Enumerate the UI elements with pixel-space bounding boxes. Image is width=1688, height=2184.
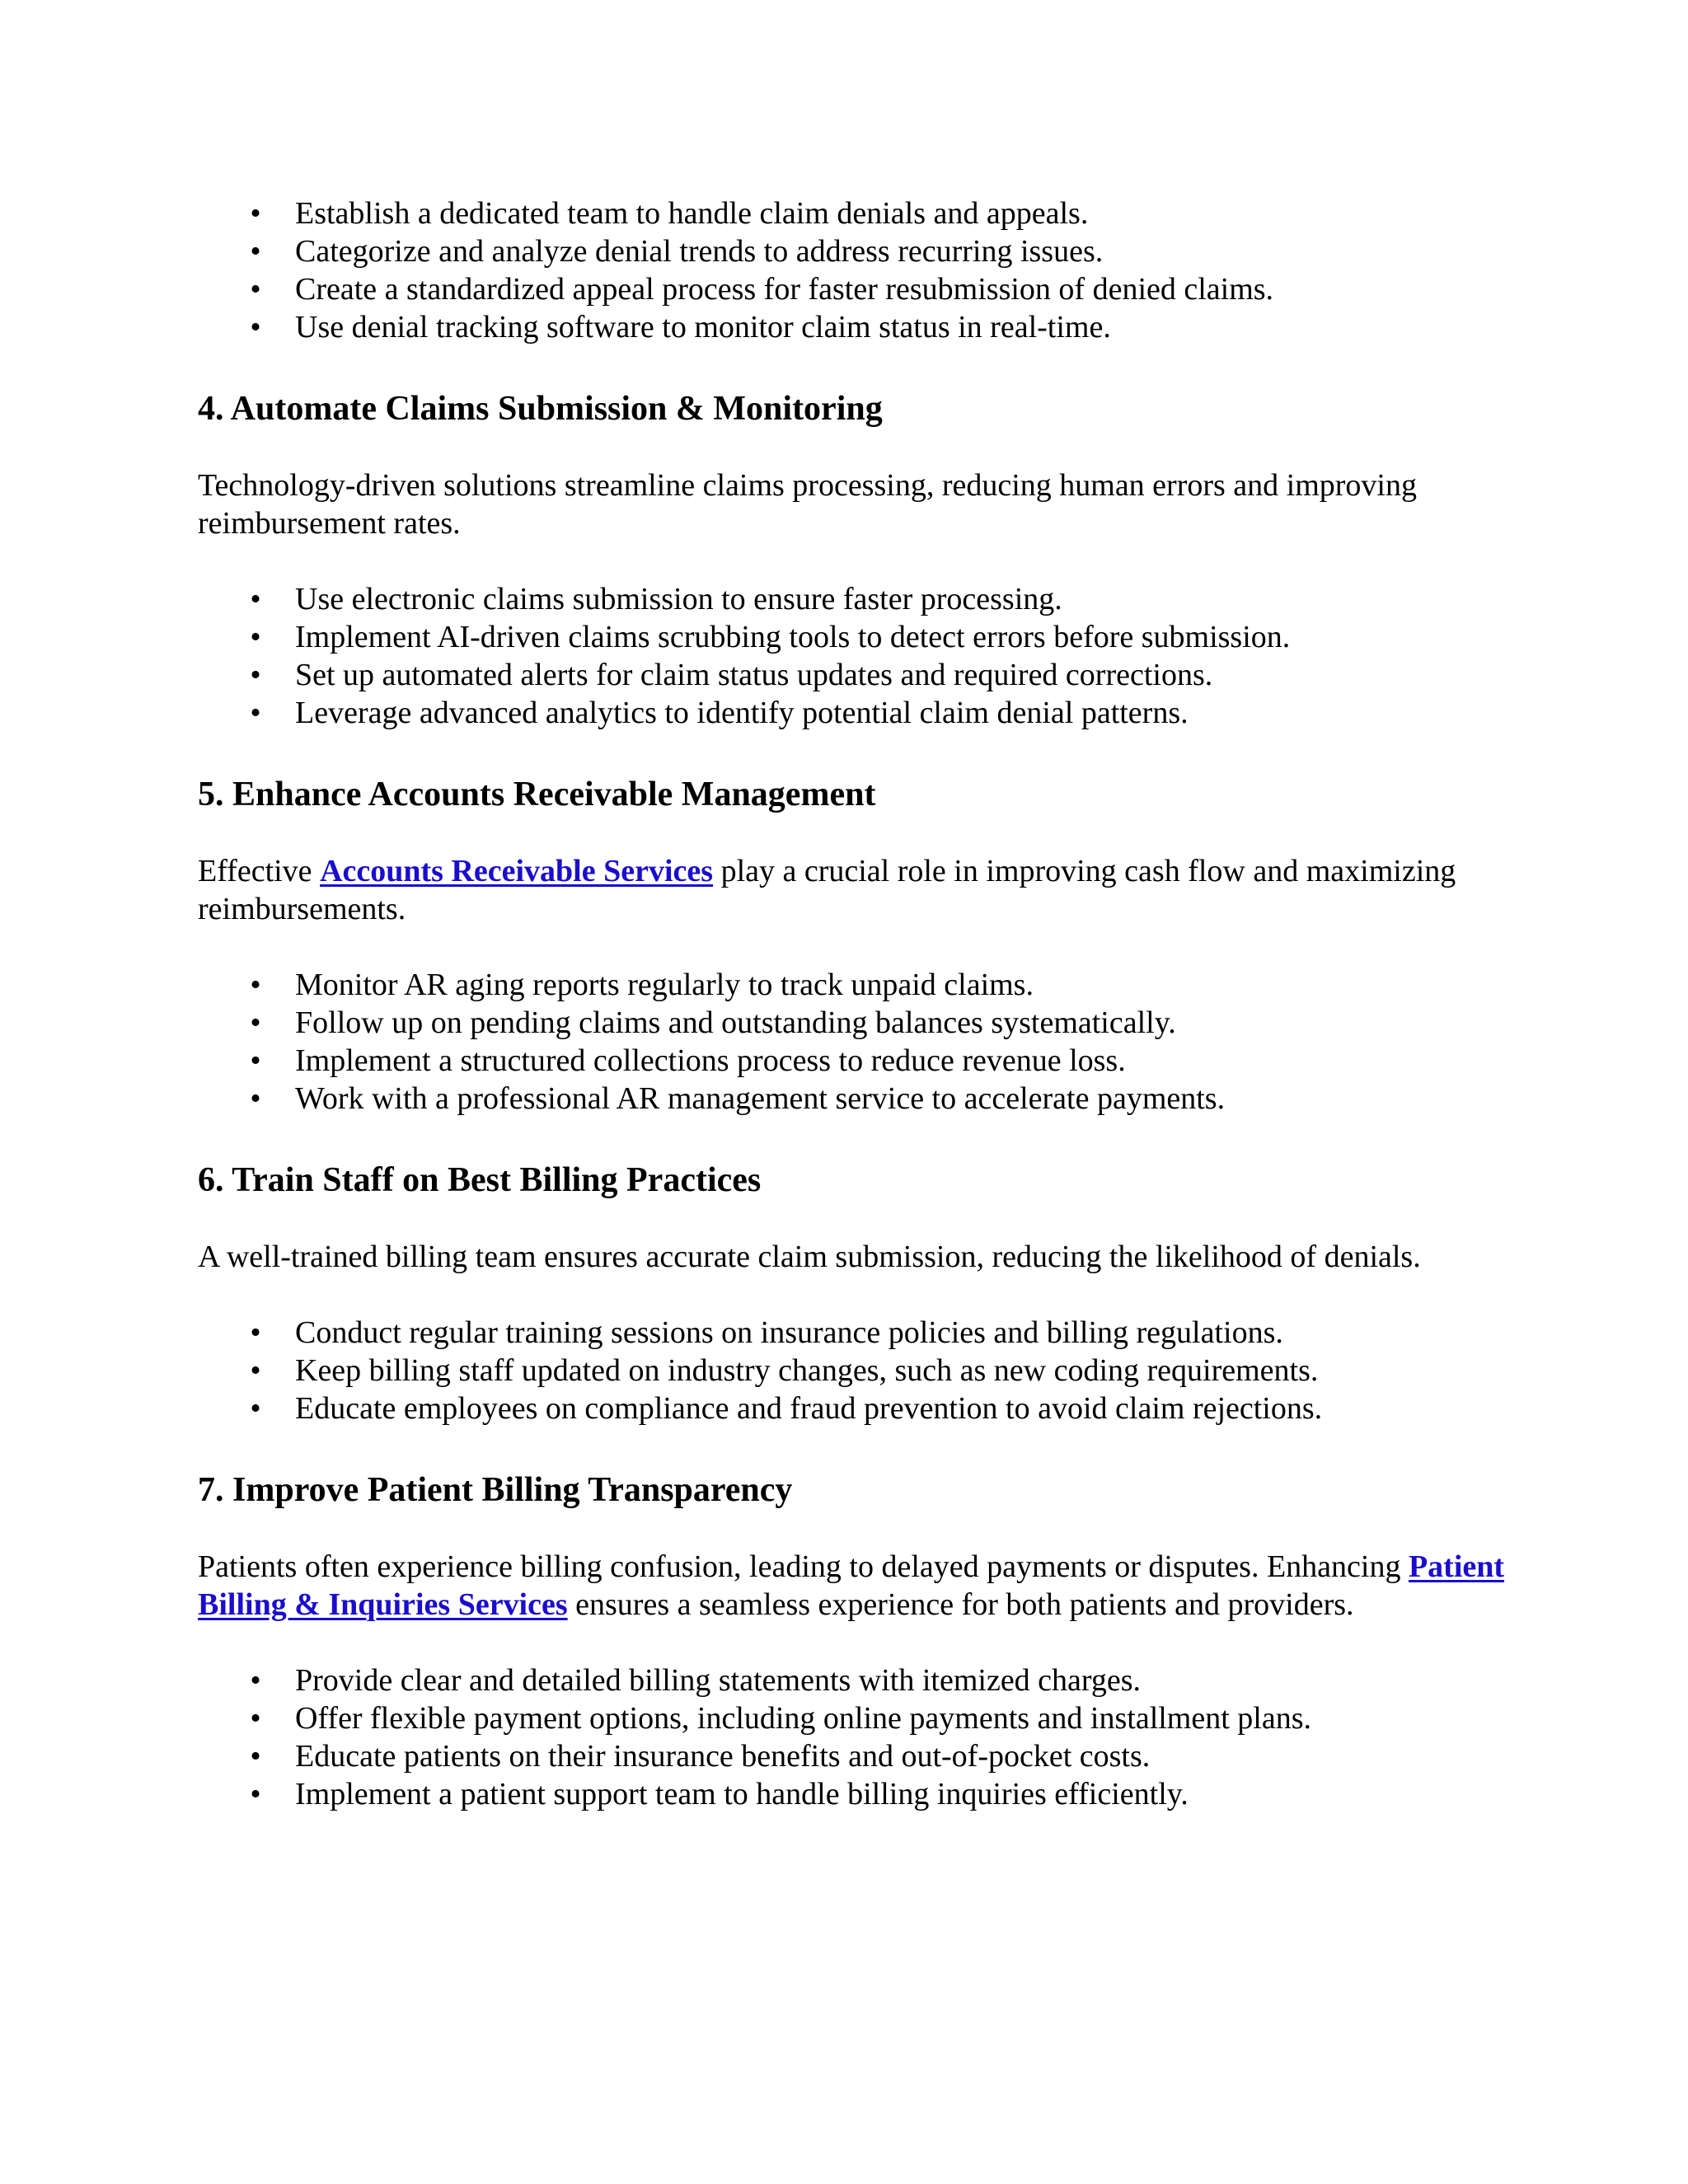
bullet-icon: • bbox=[250, 1005, 261, 1040]
bullet-list bbox=[198, 1661, 1517, 1813]
list-item-text: Use denial tracking software to monitor claim status in real-time. bbox=[295, 310, 1111, 344]
bullet-icon: • bbox=[250, 658, 261, 692]
list-item-text: Use electronic claims submission to ensure faster processing. bbox=[295, 582, 1062, 616]
list-item bbox=[198, 1661, 1517, 1699]
section-heading: 6. Train Staff on Best Billing Practices bbox=[198, 1161, 762, 1199]
list-item bbox=[198, 618, 1517, 656]
list-item bbox=[198, 1737, 1517, 1775]
list-item bbox=[198, 308, 1517, 346]
document-content bbox=[198, 194, 1517, 1813]
bullet-icon: • bbox=[250, 1353, 261, 1388]
paragraph-text: Technology-driven solutions streamline claims processing, reducing human errors and improving reimbursement rates. bbox=[198, 468, 1417, 541]
list-item-text: Establish a dedicated team to handle claim denials and appeals. bbox=[295, 196, 1089, 231]
section-automate-claims bbox=[198, 387, 1517, 732]
bullet-icon: • bbox=[250, 582, 261, 616]
list-item-text: Offer flexible payment options, including online payments and installment plans. bbox=[295, 1701, 1311, 1736]
bullet-icon: • bbox=[250, 1081, 261, 1116]
section-paragraph bbox=[198, 1548, 1517, 1624]
paragraph-text: Patients often experience billing confusion, leading to delayed payments or disputes. Enhancing bbox=[198, 1549, 1409, 1584]
list-item bbox=[198, 1390, 1517, 1427]
list-item bbox=[198, 1314, 1517, 1352]
paragraph-text: A well-trained billing team ensures accurate claim submission, reducing the likelihood of denials. bbox=[198, 1240, 1421, 1274]
bullet-icon: • bbox=[250, 1315, 261, 1350]
list-item-text: Set up automated alerts for claim status updates and required corrections. bbox=[295, 658, 1213, 692]
bullet-icon: • bbox=[250, 196, 261, 231]
section-heading: 7. Improve Patient Billing Transparency bbox=[198, 1471, 793, 1509]
patient-billing-inquiries-services-link[interactable]: Patient Billing & Inquiries Services bbox=[198, 1549, 1505, 1622]
section-accounts-receivable bbox=[198, 773, 1517, 1118]
list-item bbox=[198, 232, 1517, 270]
list-item-text: Create a standardized appeal process for faster resubmission of denied claims. bbox=[295, 272, 1274, 307]
section-paragraph bbox=[198, 852, 1517, 928]
list-item-text: Follow up on pending claims and outstanding balances systematically. bbox=[295, 1005, 1176, 1040]
intro-bullet-list bbox=[198, 194, 1517, 346]
list-item bbox=[198, 1352, 1517, 1390]
bullet-icon: • bbox=[250, 1739, 261, 1774]
bullet-list bbox=[198, 1314, 1517, 1427]
list-item-text: Implement a patient support team to handle billing inquiries efficiently. bbox=[295, 1777, 1189, 1811]
section-train-staff bbox=[198, 1159, 1517, 1427]
bullet-list bbox=[198, 580, 1517, 732]
list-item-text: Monitor AR aging reports regularly to track unpaid claims. bbox=[295, 968, 1034, 1002]
list-item-text: Keep billing staff updated on industry changes, such as new coding requirements. bbox=[295, 1353, 1319, 1388]
list-item bbox=[198, 966, 1517, 1004]
list-item-text: Provide clear and detailed billing statements with itemized charges. bbox=[295, 1663, 1142, 1698]
bullet-icon: • bbox=[250, 1391, 261, 1426]
bullet-icon: • bbox=[250, 968, 261, 1002]
list-item bbox=[198, 270, 1517, 308]
bullet-icon: • bbox=[250, 1701, 261, 1736]
bullet-icon: • bbox=[250, 620, 261, 654]
paragraph-text: Effective bbox=[198, 854, 321, 888]
list-item bbox=[198, 1004, 1517, 1042]
list-item bbox=[198, 1042, 1517, 1080]
list-item-text: Conduct regular training sessions on insurance policies and billing regulations. bbox=[295, 1315, 1283, 1350]
paragraph-text: ensures a seamless experience for both patients and providers. bbox=[567, 1587, 1354, 1622]
paragraph-text: play a crucial role in improving cash flow and maximizing reimbursements. bbox=[198, 854, 1456, 926]
bullet-icon: • bbox=[250, 310, 261, 344]
list-item-text: Categorize and analyze denial trends to address recurring issues. bbox=[295, 234, 1104, 269]
list-item bbox=[198, 656, 1517, 694]
section-heading: 5. Enhance Accounts Receivable Management bbox=[198, 776, 876, 813]
bullet-icon: • bbox=[250, 696, 261, 730]
bullet-icon: • bbox=[250, 1777, 261, 1811]
accounts-receivable-services-link[interactable]: Accounts Receivable Services bbox=[320, 854, 714, 888]
list-item-text: Implement AI-driven claims scrubbing tools to detect errors before submission. bbox=[295, 620, 1291, 654]
bullet-list bbox=[198, 966, 1517, 1118]
list-item-text: Work with a professional AR management service to accelerate payments. bbox=[295, 1081, 1226, 1116]
list-item-text: Educate patients on their insurance benefits and out-of-pocket costs. bbox=[295, 1739, 1151, 1774]
section-paragraph bbox=[198, 466, 1517, 542]
list-item-text: Educate employees on compliance and fraud prevention to avoid claim rejections. bbox=[295, 1391, 1323, 1426]
list-item bbox=[198, 1080, 1517, 1118]
list-item bbox=[198, 580, 1517, 618]
bullet-icon: • bbox=[250, 1043, 261, 1078]
list-item bbox=[198, 1699, 1517, 1737]
list-item bbox=[198, 694, 1517, 732]
list-item bbox=[198, 194, 1517, 232]
section-paragraph bbox=[198, 1238, 1517, 1276]
list-item bbox=[198, 1775, 1517, 1813]
bullet-icon: • bbox=[250, 1663, 261, 1698]
section-heading: 4. Automate Claims Submission & Monitoring bbox=[198, 390, 883, 428]
bullet-icon: • bbox=[250, 272, 261, 307]
section-patient-billing bbox=[198, 1469, 1517, 1813]
bullet-icon: • bbox=[250, 234, 261, 269]
list-item-text: Implement a structured collections process to reduce revenue loss. bbox=[295, 1043, 1126, 1078]
list-item-text: Leverage advanced analytics to identify potential claim denial patterns. bbox=[295, 696, 1189, 730]
